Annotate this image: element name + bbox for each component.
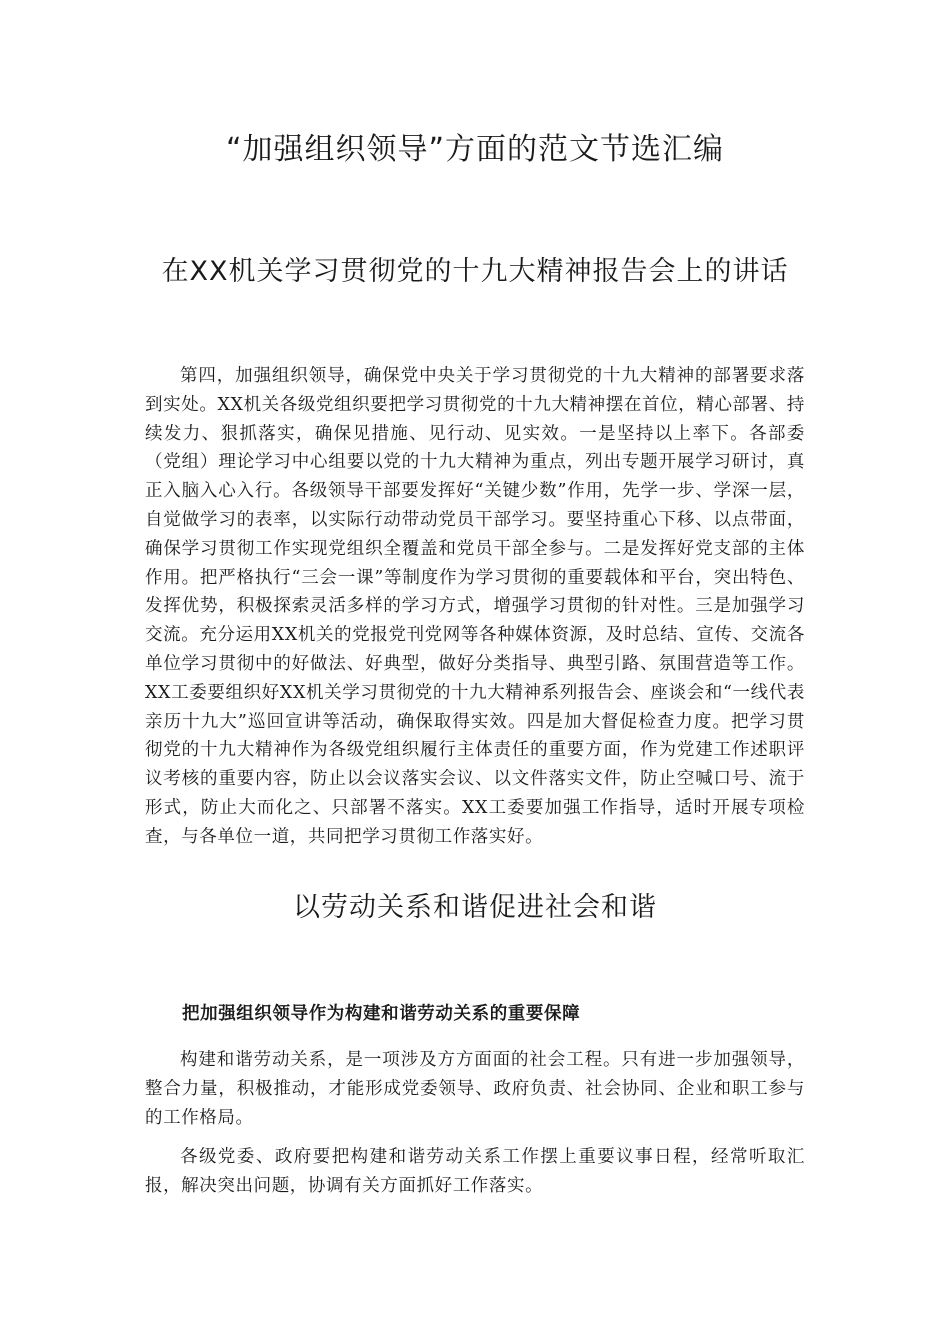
section-2-title: 以劳动关系和谐促进社会和谐 [293,892,657,923]
document-title: “加强组织领导”方面的范文节选汇编 [225,132,725,167]
section-1-paragraph-1: 第四，加强组织领导，确保党中央关于学习贯彻党的十九大精神的部署要求落到实处。XX机关各级党组织要把学习贯彻党的十九大精神摆在首位，精心部署、持续发力、狠抓落实，确保见措施、见行动、见实效。一是坚持以上率下。各部委（党组）理论学习中心组要以党的十九大精神为重点，列出专题开展学习研讨，真正入脑入心入行。各级领导干部要发挥好“关键少数”作用，先学一步、学深一层，自觉做学习的表率，以实际行动带动党员干部学习。要坚持重心下移、以点带面，确保学习贯彻工作实现党组织全覆盖和党员干部全参与。二是发挥好党支部的主体作用。把严格执行“三会一课”等制度作为学习贯彻的重要载体和平台，突出特色、发挥优势，积极探索灵活多样的学习方式，增强学习贯彻的针对性。三是加强学习交流。充分运用XX机关的党报党刊党网等各种媒体资源，及时总结、宣传、交流各单位学习贯彻中的好做法、好典型，做好分类指导、典型引路、氛围营造等工作。XX工委要组织好XX机关学习贯彻党的十九大精神系列报告会、座谈会和“一线代表亲历十九大”巡回宣讲等活动，确保取得实效。四是加大督促检查力度。把学习贯彻党的十九大精神作为各级党组织履行主体责任的重要方面，作为党建工作述职评议考核的重要内容，防止以会议落实会议、以文件落实文件，防止空喊口号、流于形式，防止大而化之、只部署不落实。XX工委要加强工作指导，适时开展专项检查，与各单位一道，共同把学习贯彻工作落实好。 [145,366,805,847]
section-1-title: 在XX机关学习贯彻党的十九大精神报告会上的讲话 [161,256,789,287]
section-2-subheading: 把加强组织领导作为构建和谐劳动关系的重要保障 [182,1004,581,1024]
section-2-paragraph-2: 各级党委、政府要把构建和谐劳动关系工作摆上重要议事日程，经常听取汇报，解决突出问题，协调有关方面抓好工作落实。 [145,1147,805,1196]
section-2-paragraph-1: 构建和谐劳动关系，是一项涉及方方面面的社会工程。只有进一步加强领导，整合力量，积极推动，才能形成党委领导、政府负责、社会协同、企业和职工参与的工作格局。 [145,1050,805,1128]
